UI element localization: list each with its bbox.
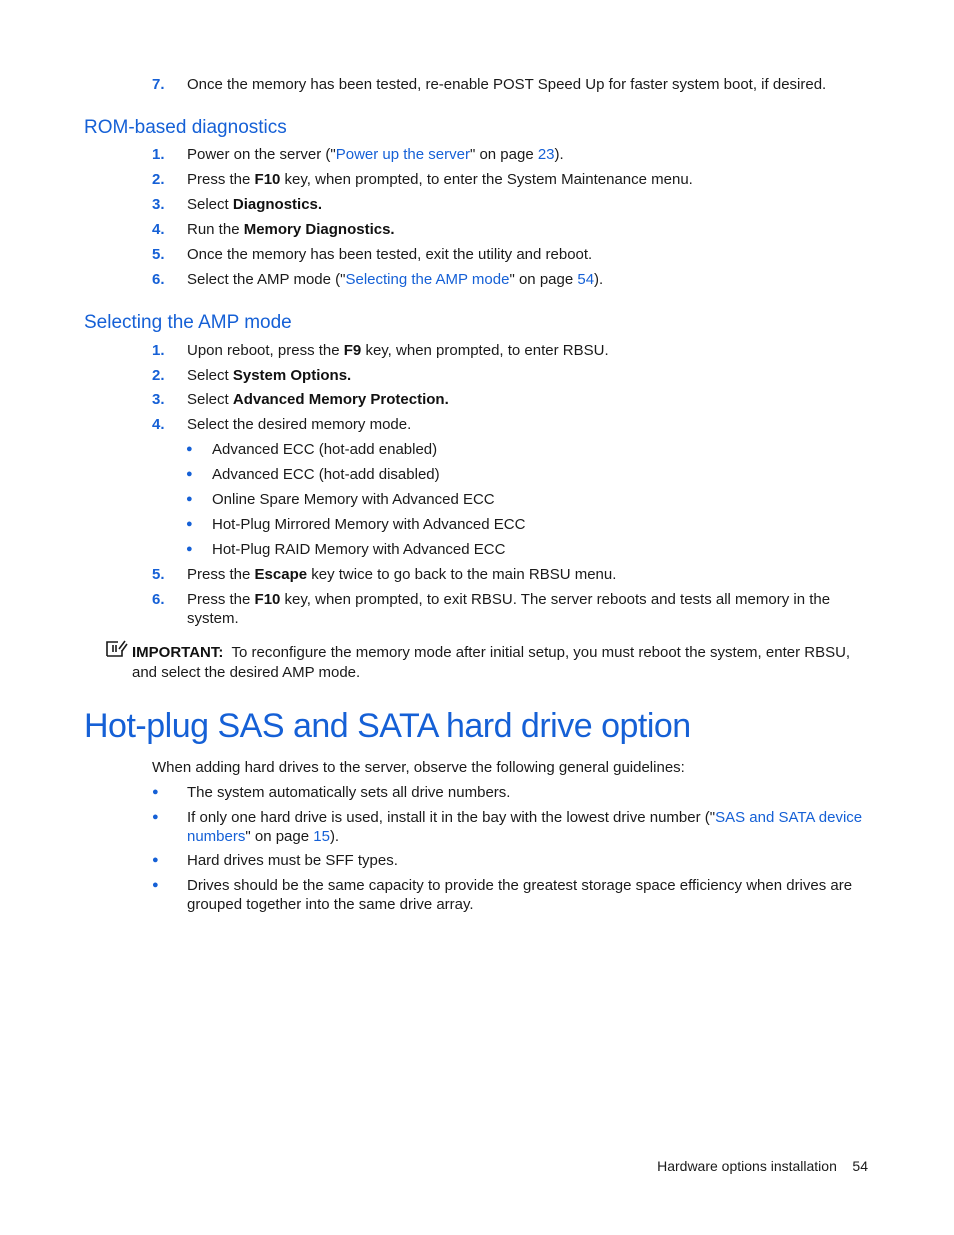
text-run: Select the AMP mode (" <box>187 271 346 288</box>
bullet-icon: ● <box>152 879 159 891</box>
link-page-15[interactable]: 15 <box>313 828 330 845</box>
text-run: Select <box>187 196 233 213</box>
text-run: If only one hard drive is used, install it in the bay with the lowest drive number (" <box>187 809 716 826</box>
step-number: 6. <box>152 591 165 608</box>
step-text <box>187 270 868 289</box>
key-name: F10 <box>254 171 281 188</box>
step-text <box>187 565 868 584</box>
step-text: Once the memory has been tested, exit the utility and reboot. <box>187 246 593 263</box>
key-name: F10 <box>254 591 281 608</box>
step-text <box>187 366 868 385</box>
menu-name: System Options. <box>232 367 352 384</box>
bullet-icon: ● <box>186 493 193 505</box>
bullet-icon: ● <box>152 786 159 798</box>
page-footer <box>657 1158 868 1174</box>
text-run: ). <box>329 828 340 845</box>
step-text <box>187 590 868 628</box>
bullet-icon: ● <box>186 543 193 555</box>
step-text <box>187 220 868 239</box>
step-number: 2. <box>152 171 165 188</box>
step-number: 4. <box>152 221 165 238</box>
link-sas-sata-device-numbers[interactable]: SAS and SATA device numbers <box>187 809 863 845</box>
step-number: 1. <box>152 342 165 359</box>
link-page-23[interactable]: 23 <box>537 146 555 163</box>
menu-name: Advanced Memory Protection. <box>232 391 449 408</box>
key-name: Escape <box>254 566 308 583</box>
bullet-icon: ● <box>152 811 159 823</box>
key-name: F9 <box>343 342 362 359</box>
step-text <box>187 195 868 214</box>
section-heading-rom-diagnostics: ROM-based diagnostics <box>84 117 287 138</box>
step-number: 3. <box>152 391 165 408</box>
text-run: ). <box>554 146 564 163</box>
text-run: Select <box>187 367 233 384</box>
menu-name: Memory Diagnostics. <box>243 221 395 238</box>
text-run: Power on the server (" <box>187 146 336 163</box>
text-run: key, when prompted, to exit RBSU. The server reboots and tests all memory in the system. <box>187 591 831 627</box>
important-label: IMPORTANT: <box>132 644 224 661</box>
memory-mode-option: Hot-Plug Mirrored Memory with Advanced ECC <box>212 516 526 533</box>
menu-name: Diagnostics. <box>232 196 323 213</box>
page-title-hot-plug: Hot-plug SAS and SATA hard drive option <box>84 707 691 745</box>
link-power-up-server[interactable]: Power up the server <box>335 146 470 163</box>
footer-section-name: Hardware options installation <box>657 1158 837 1174</box>
guideline-text <box>187 808 868 846</box>
important-text <box>132 643 868 683</box>
text-run: " on page <box>509 271 578 288</box>
step-number: 5. <box>152 566 165 583</box>
text-run: To reconfigure the memory mode after initial setup, you must reboot the system, enter RBSU, and select the desired AMP mode. <box>132 644 851 681</box>
step-number: 2. <box>152 367 165 384</box>
text-run: Press the <box>187 591 255 608</box>
step-text: Select the desired memory mode. <box>187 416 412 433</box>
step-number: 3. <box>152 196 165 213</box>
step-number: 7. <box>152 76 165 93</box>
link-selecting-amp-mode[interactable]: Selecting the AMP mode <box>345 271 510 288</box>
bullet-icon: ● <box>186 518 193 530</box>
memory-mode-option: Hot-Plug RAID Memory with Advanced ECC <box>212 541 506 558</box>
text-run: Run the <box>187 221 244 238</box>
step-text: Once the memory has been tested, re-enable POST Speed Up for faster system boot, if desired. <box>187 76 827 93</box>
step-text <box>187 390 868 409</box>
step-number: 4. <box>152 416 165 433</box>
link-page-54[interactable]: 54 <box>577 271 595 288</box>
memory-mode-option: Advanced ECC (hot-add disabled) <box>212 466 440 483</box>
text-run: key, when prompted, to enter the System Maintenance menu. <box>280 171 693 188</box>
text-run: key, when prompted, to enter RBSU. <box>361 342 609 359</box>
bullet-icon: ● <box>186 443 193 455</box>
step-text <box>187 341 868 360</box>
guideline-text: Hard drives must be SFF types. <box>187 852 398 869</box>
text-run: Press the <box>187 566 255 583</box>
bullet-icon: ● <box>152 854 159 866</box>
step-text <box>187 145 868 164</box>
memory-mode-option: Online Spare Memory with Advanced ECC <box>212 491 495 508</box>
step-number: 5. <box>152 246 165 263</box>
guideline-text: The system automatically sets all drive numbers. <box>187 784 511 801</box>
bullet-icon: ● <box>186 468 193 480</box>
section-heading-selecting-amp-mode: Selecting the AMP mode <box>84 312 292 333</box>
text-run: Select <box>187 391 233 408</box>
text-run: " on page <box>469 146 538 163</box>
step-text <box>187 170 868 189</box>
text-run: Upon reboot, press the <box>187 342 344 359</box>
text-run: " on page <box>245 828 314 845</box>
step-number: 1. <box>152 146 165 163</box>
step-number: 6. <box>152 271 165 288</box>
text-run: Press the <box>187 171 255 188</box>
text-run: key twice to go back to the main RBSU menu. <box>307 566 617 583</box>
footer-page-number: 54 <box>852 1158 868 1174</box>
intro-paragraph: When adding hard drives to the server, observe the following general guidelines: <box>152 759 685 776</box>
guideline-text: Drives should be the same capacity to provide the greatest storage space efficiency when drives are grouped together into the same drive array. <box>187 877 853 913</box>
important-icon <box>104 639 128 659</box>
memory-mode-option: Advanced ECC (hot-add enabled) <box>212 441 438 458</box>
text-run: ). <box>594 271 604 288</box>
